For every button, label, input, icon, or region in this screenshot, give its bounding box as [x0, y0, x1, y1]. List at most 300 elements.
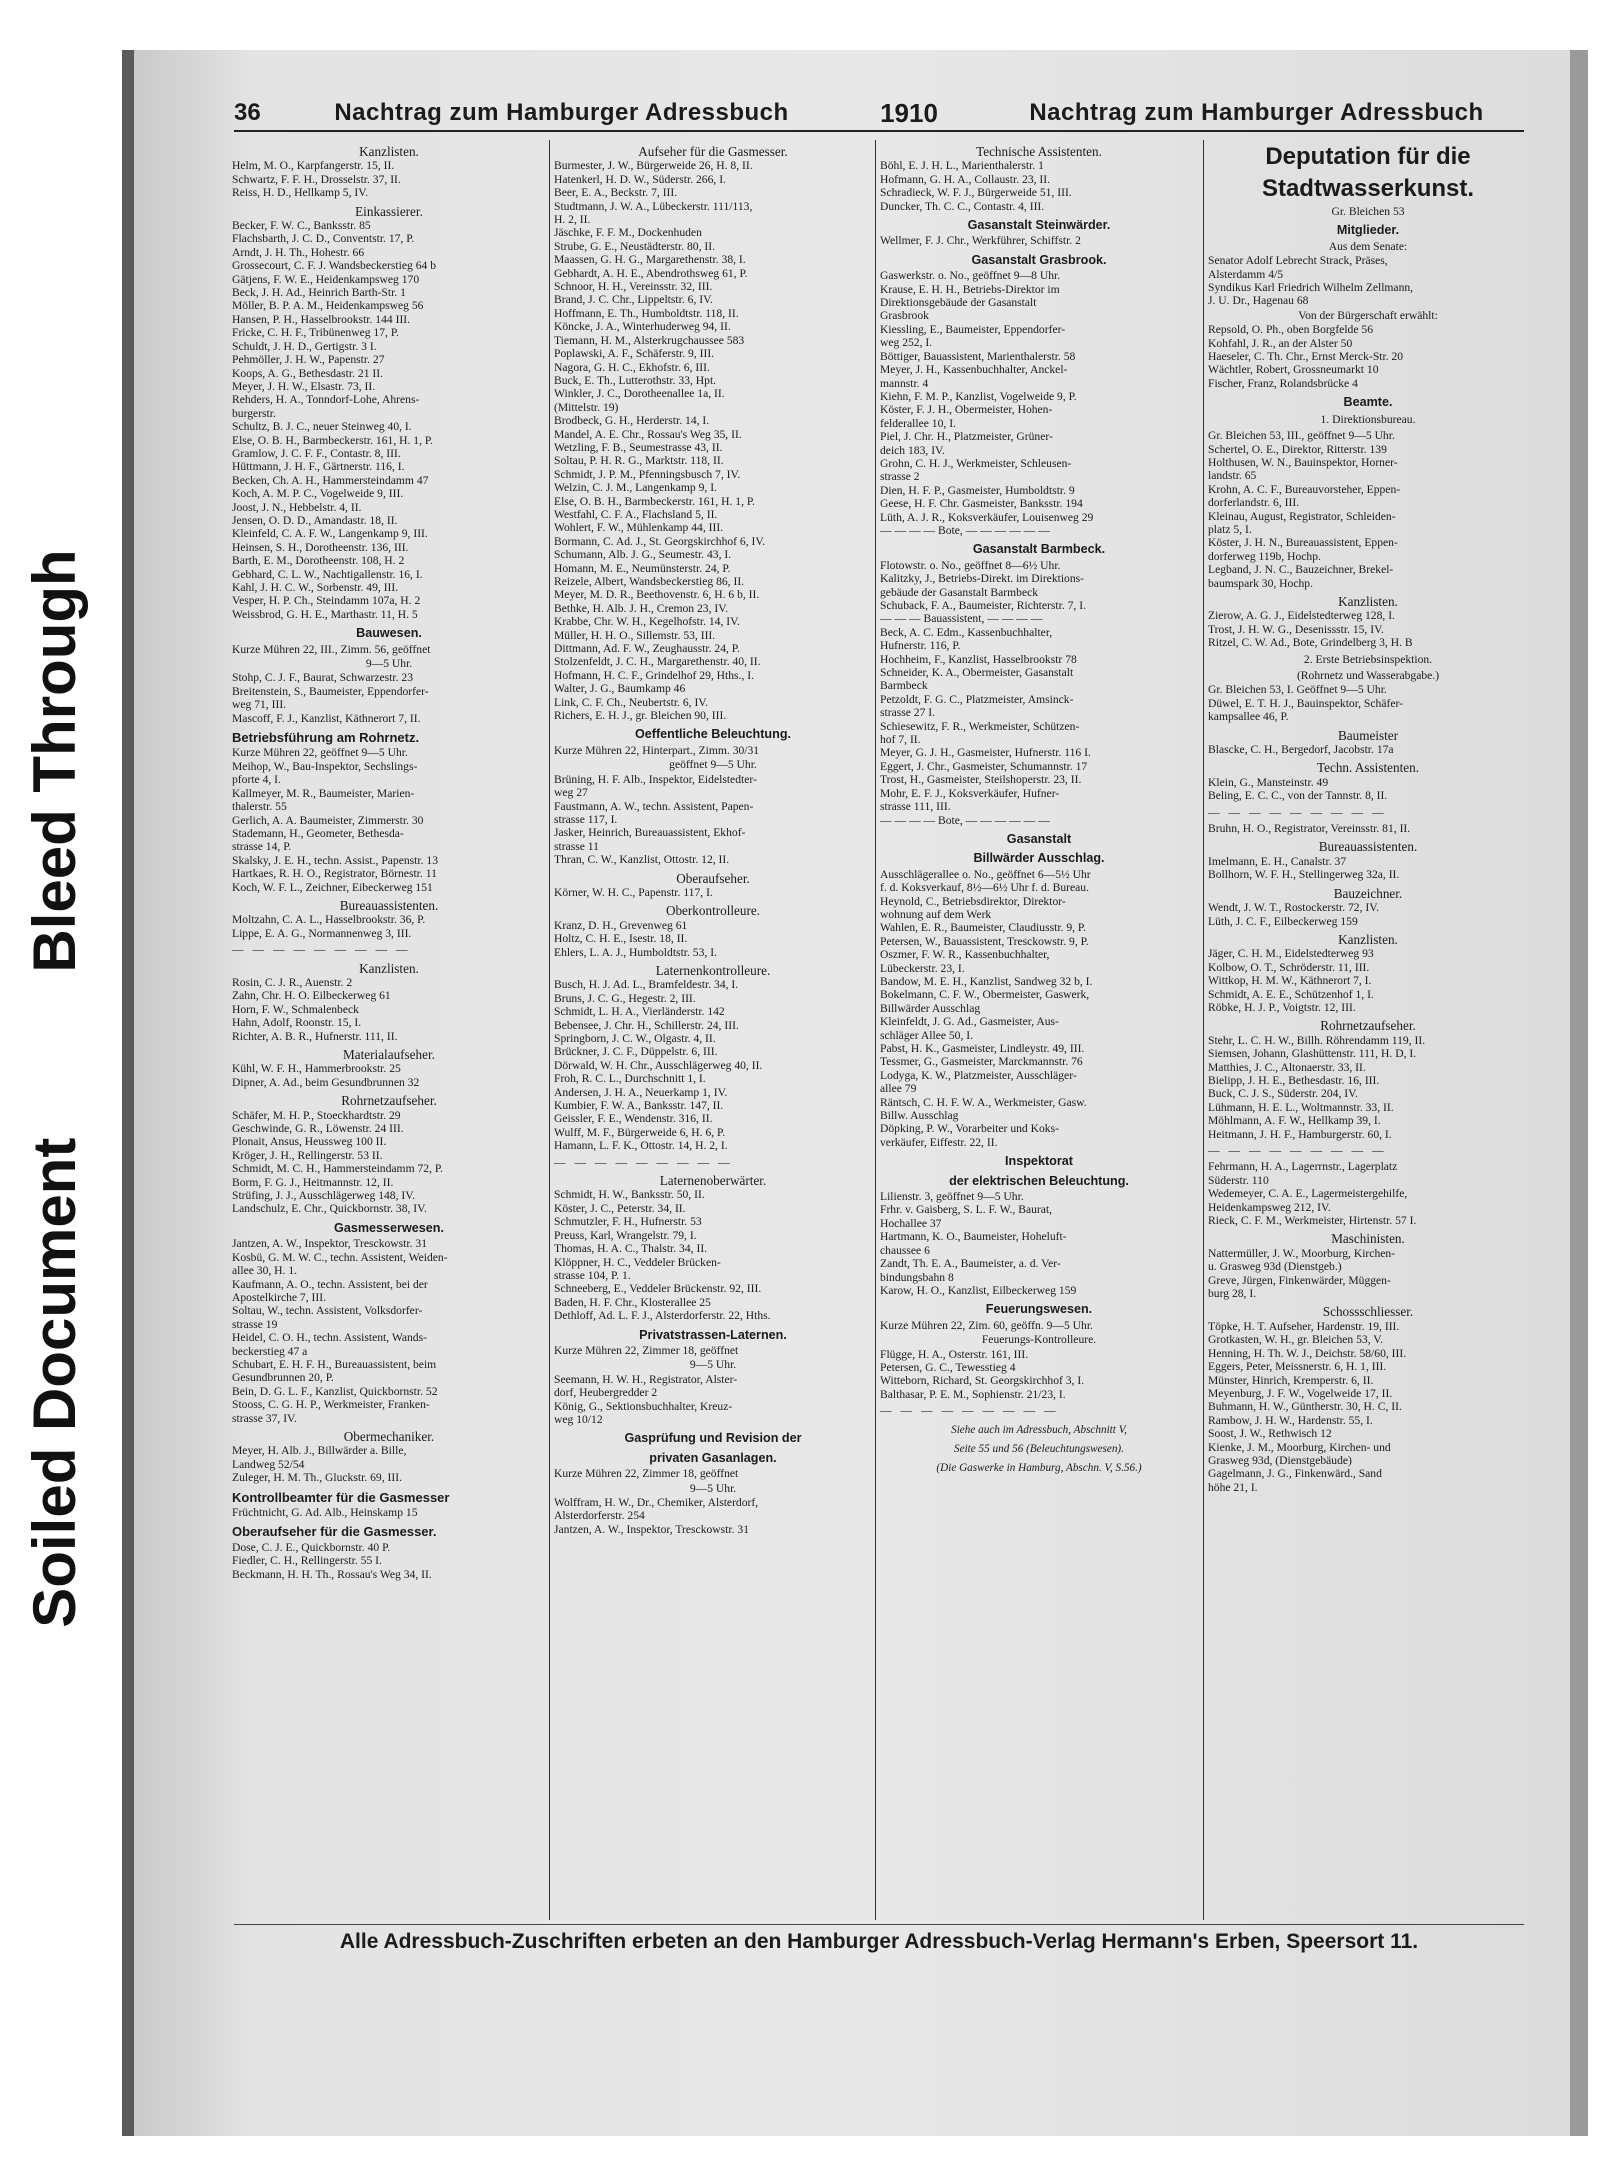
- directory-entry: strasse 14, P.: [232, 840, 292, 854]
- directory-entry: Apostelkirche 7, III.: [232, 1290, 327, 1304]
- column-divider: [549, 140, 550, 1920]
- directory-entry: Körner, W. H. C., Papenstr. 117, I.: [554, 885, 713, 899]
- section-heading-bold: Gasprüfung und Revision der: [624, 1431, 802, 1446]
- directory-entry: Fehrmann, H. A., Lagerrnstr., Lagerplatz: [1208, 1160, 1398, 1174]
- paper-sheet: [134, 50, 1570, 2136]
- directory-entry: beckerstieg 47 a: [232, 1344, 308, 1358]
- directory-entry: Ausschlägerallee o. No., geöffnet 6—5½ Uhr: [880, 867, 1091, 881]
- directory-entry: Balthasar, P. E. M., Sophienstr. 21/23, I.: [880, 1387, 1066, 1401]
- directory-entry: Dörwald, W. H. Chr., Ausschlägerweg 40, II.: [554, 1058, 763, 1072]
- directory-entry: H. 2, II.: [554, 213, 591, 227]
- directory-entry: thalerstr. 55: [232, 800, 287, 814]
- directory-entry: Süderstr. 110: [1208, 1173, 1269, 1187]
- directory-entry: Dethloff, Ad. L. F. J., Alsterdorferstr. 22, Hths.: [554, 1309, 771, 1323]
- directory-columns: [232, 140, 1532, 1920]
- section-heading-bold: Mitglieder.: [1336, 223, 1400, 238]
- directory-entry: Landweg 52/54: [232, 1457, 305, 1471]
- directory-entry: Brodbeck, G. H., Herderstr. 14, I.: [554, 414, 710, 428]
- directory-entry: weg 10/12: [554, 1412, 603, 1426]
- subsection-heading: 1. Direktionsbureau.: [1320, 412, 1416, 426]
- directory-entry: Wahlen, E. R., Baumeister, Claudiusstr. 9, P.: [880, 921, 1086, 935]
- directory-entry: Repsold, O. Ph., oben Borgfelde 56: [1208, 323, 1373, 337]
- directory-entry: platz 5, I.: [1208, 522, 1252, 536]
- directory-entry: Eggert, J. Chr., Gasmeister, Schumannstr. 17: [880, 759, 1088, 773]
- directory-entry: Winkler, J. C., Dorotheenallee 1a, II.: [554, 387, 725, 401]
- directory-entry: Lübeckerstr. 23, I.: [880, 961, 965, 975]
- directory-entry: Möller, B. P. A. M., Heidenkampsweg 56: [232, 299, 424, 313]
- directory-entry: Köncke, J. A., Winterhuderweg 94, II.: [554, 320, 731, 334]
- directory-entry: Schuldt, J. H. D., Gertigstr. 3 I.: [232, 339, 377, 353]
- section-heading-bold: Bauwesen.: [356, 626, 422, 641]
- directory-entry: Kiehn, F. M. P., Kanzlist, Vogelweide 9, P.: [880, 389, 1077, 403]
- directory-entry: Grasweg 93d, (Dienstgebäude): [1208, 1453, 1352, 1467]
- directory-entry: Moltzahn, C. A. L., Hasselbrookstr. 36, P.: [232, 913, 426, 927]
- directory-entry: Soltau, W., techn. Assistent, Volksdorfer-: [232, 1304, 423, 1318]
- directory-entry: Meyenburg, J. F. W., Vogelweide 17, II.: [1208, 1386, 1393, 1400]
- directory-entry: Billw. Ausschlag: [880, 1109, 959, 1123]
- directory-entry: Schnoor, H. H., Vereinsstr. 32, III.: [554, 280, 713, 294]
- directory-entry: Jasker, Heinrich, Bureauassistent, Ekhof-: [554, 826, 746, 840]
- separator-line: — — — — — — — — —: [232, 943, 411, 957]
- directory-entry: Geissler, F. E., Wendenstr. 316, II.: [554, 1112, 713, 1126]
- separator-line: — — — — — — — — —: [1208, 805, 1387, 819]
- section-heading: Aufseher für die Gasmesser.: [638, 144, 788, 159]
- directory-entry: Münster, Hinrich, Kremperstr. 6, II.: [1208, 1373, 1374, 1387]
- directory-entry: Dien, H. F. P., Gasmeister, Humboldtstr. 9: [880, 483, 1075, 497]
- directory-entry: Lühmann, H. E. L., Woltmannstr. 33, II.: [1208, 1100, 1394, 1114]
- section-heading-bold: Gasanstalt Barmbeck.: [972, 542, 1106, 557]
- directory-entry: Kurze Mühren 22, Zimmer 18, geöffnet: [554, 1467, 739, 1481]
- directory-entry: Gagelmann, J. G., Finkenwärd., Sand: [1208, 1467, 1382, 1481]
- section-note: Feuerungs-Kontrolleure.: [981, 1333, 1097, 1347]
- directory-entry: f. d. Koksverkauf, 8½—6½ Uhr f. d. Bureau.: [880, 881, 1089, 895]
- directory-entry: Reizele, Albert, Wandsbeckerstieg 86, II.: [554, 575, 745, 588]
- directory-entry: Klöppner, H. C., Veddeler Brücken-: [554, 1255, 721, 1269]
- directory-entry: Lüth, A. J. R., Koksverkäufer, Louisenweg 29: [880, 510, 1094, 524]
- directory-entry: Hofmann, H. C. F., Grindelhof 29, Hths., I.: [554, 668, 755, 682]
- directory-entry: Grasbrook: [880, 309, 929, 323]
- footnote: Seite 55 und 56 (Beleuchtungswesen).: [954, 1442, 1124, 1455]
- directory-entry: Bruhn, H. O., Registrator, Vereinsstr. 81, II.: [1208, 822, 1411, 836]
- directory-entry: Froh, R. C. L., Durchschnitt 1, I.: [554, 1072, 706, 1086]
- section-heading-bold: Oeffentliche Beleuchtung.: [634, 727, 792, 742]
- directory-entry: Kalitzky, J., Betriebs-Direkt. im Direktions-: [880, 572, 1085, 586]
- directory-entry: Jäger, C. H. M., Eidelstedterweg 93: [1208, 947, 1374, 961]
- directory-entry: Bandow, M. E. H., Kanzlist, Sandweg 32 b, I.: [880, 974, 1093, 988]
- section-note: Gr. Bleichen 53: [1331, 205, 1405, 218]
- directory-entry: Kurze Mühren 22, geöffnet 9—5 Uhr.: [232, 746, 408, 760]
- separator-line: — — — — — — — — —: [880, 1404, 1059, 1418]
- section-heading: Maschinisten.: [1331, 1231, 1405, 1247]
- directory-entry: Bormann, C. Ad. J., St. Georgskirchhof 6, IV.: [554, 534, 766, 548]
- directory-entry: dorf, Heubergredder 2: [554, 1386, 658, 1400]
- directory-entry: deich 183, IV.: [880, 443, 945, 457]
- directory-entry: Vesper, H. P. Ch., Steindamm 107a, H. 2: [232, 594, 421, 608]
- directory-entry: Becker, F. W. C., Banksstr. 85: [232, 219, 371, 233]
- directory-entry: Schmidt, H. W., Banksstr. 50, II.: [554, 1188, 705, 1202]
- directory-entry: burgerstr.: [232, 406, 276, 420]
- directory-entry: Beckmann, H. H. Th., Rossau's Weg 34, II.: [232, 1567, 432, 1581]
- directory-entry: Stolzenfeldt, J. C. H., Margarethenstr. 40, II.: [554, 655, 761, 669]
- directory-entry: Schneeberg, E., Veddeler Brückenstr. 92, III.: [554, 1282, 762, 1296]
- directory-entry: Buhmann, H. W., Güntherstr. 30, H. C, II.: [1208, 1400, 1402, 1414]
- directory-entry: Soltau, P. H. R. G., Marktstr. 118, II.: [554, 454, 724, 468]
- directory-entry: — — — Bauassistent, — — — —: [880, 612, 1043, 626]
- directory-entry: Kleinfeld, C. A. F. W., Langenkamp 9, III.: [232, 527, 428, 541]
- directory-entry: Helm, M. O., Karpfangerstr. 15, II.: [232, 159, 395, 173]
- directory-entry: Kurze Mühren 22, Zimmer 18, geöffnet: [554, 1343, 739, 1357]
- directory-entry: Bollhorn, W. F. H., Stellingerweg 32a, II.: [1208, 868, 1400, 882]
- directory-entry: Müller, H. H. O., Sillemstr. 53, III.: [554, 628, 716, 642]
- directory-entry: allee 79: [880, 1082, 917, 1096]
- directory-entry: Piel, J. Chr. H., Platzmeister, Grüner-: [880, 430, 1053, 444]
- directory-entry: Kaufmann, A. O., techn. Assistent, bei der: [232, 1277, 428, 1291]
- directory-entry: Richter, A. B. R., Hufnerstr. 111, II.: [232, 1029, 398, 1043]
- directory-entry: Wohlert, F. W., Mühlenkamp 44, III.: [554, 521, 724, 535]
- directory-entry: strasse 2: [880, 470, 920, 484]
- directory-entry: Arndt, J. H. Th., Hohestr. 66: [232, 245, 365, 259]
- directory-entry: Brand, J. C. Chr., Lippeltstr. 6, IV.: [554, 293, 713, 307]
- directory-entry: strasse 117, I.: [554, 812, 618, 826]
- section-heading-left: Betriebsführung am Rohrnetz.: [232, 730, 420, 746]
- directory-entry: — — — — Bote, — — — — — —: [880, 813, 1050, 827]
- directory-entry: Klein, G., Mansteinstr. 49: [1208, 775, 1329, 789]
- directory-entry: Schwartz, F. F. H., Drosselstr. 37, II.: [232, 172, 401, 186]
- directory-entry: gebäude der Gasanstalt Barmbeck: [880, 585, 1039, 599]
- section-heading: Einkassierer.: [355, 203, 423, 219]
- directory-entry: Mascoff, F. J., Kanzlist, Käthnerort 7, II.: [232, 711, 421, 725]
- directory-entry: Heitmann, J. H. F., Hamburgerstr. 60, I.: [1208, 1127, 1392, 1141]
- directory-entry: (Mittelstr. 19): [554, 400, 619, 414]
- directory-entry: Gramlow, J. C. F. F., Contastr. 8, III.: [232, 446, 401, 460]
- department-title: Deputation für die: [1265, 143, 1471, 170]
- directory-entry: Hüttmann, J. H. F., Gärtnerstr. 116, I.: [232, 460, 405, 474]
- directory-entry: Kröger, J. H., Rellingerstr. 53 II.: [232, 1148, 383, 1162]
- directory-entry: Bethke, H. Alb. J. H., Cremon 23, IV.: [554, 601, 729, 615]
- directory-entry: Jantzen, A. W., Inspektor, Tresckowstr. 31: [554, 1522, 750, 1536]
- directory-entry: Duncker, Th. C. C., Contastr. 4, III.: [880, 199, 1045, 213]
- subsection-heading: 2. Erste Betriebsinspektion.: [1303, 652, 1433, 666]
- directory-entry: Beck, J. H. Ad., Heinrich Barth-Str. 1: [232, 286, 406, 300]
- directory-entry: Wetzling, F. B., Seumestrasse 43, II.: [554, 440, 723, 454]
- directory-entry: Beck, A. C. Edm., Kassenbuchhalter,: [880, 625, 1053, 639]
- directory-entry: Röbke, H. J. P., Voigtstr. 12, III.: [1208, 1000, 1356, 1014]
- directory-entry: strasse 19: [232, 1317, 278, 1331]
- directory-entry: schläger Allee 50, I.: [880, 1028, 974, 1042]
- section-heading: Materialaufseher.: [343, 1047, 435, 1062]
- directory-entry: Studtmann, J. W. A., Lübeckerstr. 111/113,: [554, 199, 753, 213]
- section-heading: Kanzlisten.: [359, 960, 419, 976]
- directory-entry: Heynold, C., Betriebsdirektor, Direktor-: [880, 894, 1066, 908]
- directory-entry: Barth, E. M., Dorotheenstr. 108, H. 2: [232, 554, 405, 568]
- directory-entry: Horn, F. W., Schmalenbeck: [232, 1002, 359, 1016]
- section-heading-bold: Gasmesserwesen.: [334, 1220, 444, 1235]
- directory-entry: Hoffmann, E. Th., Humboldtstr. 118, II.: [554, 306, 739, 320]
- directory-entry: Schuback, F. A., Baumeister, Richterstr. 7, I.: [880, 599, 1086, 612]
- directory-entry: Andersen, J. H. A., Neuerkamp 1, IV.: [554, 1085, 728, 1099]
- directory-entry: Pabst, H. K., Gasmeister, Lindleystr. 49, III.: [880, 1042, 1085, 1055]
- directory-entry: Plonait, Ansus, Heussweg 100 II.: [232, 1135, 387, 1149]
- directory-entry: Frhr. v. Gaisberg, S. L. F. W., Baurat,: [880, 1203, 1053, 1217]
- directory-entry: Holthusen, W. N., Bauinspektor, Horner-: [1208, 455, 1398, 469]
- section-heading: Rohrnetzaufseher.: [1320, 1018, 1416, 1034]
- directory-entry: Becken, Ch. A. H., Hammersteindamm 47: [232, 473, 429, 487]
- directory-entry: Schiesewitz, F. R., Werkmeister, Schützen-: [880, 719, 1080, 733]
- directory-entry: Petzoldt, F. G. C., Platzmeister, Amsinck-: [880, 692, 1074, 706]
- directory-entry: Grotkasten, W. H., gr. Bleichen 53, V.: [1208, 1333, 1384, 1347]
- section-heading: Technische Assistenten.: [976, 144, 1102, 159]
- directory-entry: Pehmöller, J. H. W., Papenstr. 27: [232, 353, 385, 367]
- footnote: Siehe auch im Adressbuch, Abschnitt V,: [951, 1423, 1127, 1436]
- directory-entry: Legband, J. N. C., Bauzeichner, Brekel-: [1208, 563, 1394, 577]
- section-heading: Obermechaniker.: [343, 1428, 435, 1444]
- section-heading-bold: Inspektorat: [1005, 1154, 1073, 1169]
- directory-entry: Kühl, W. F. H., Hammerbrookstr. 25: [232, 1062, 401, 1076]
- directory-entry: Koch, W. F. L., Zeichner, Eibeckerweg 151: [232, 880, 433, 894]
- directory-entry: Wendt, J. W. T., Rostockerstr. 72, IV.: [1208, 901, 1380, 915]
- directory-entry: Imelmann, E. H., Canalstr. 37: [1208, 854, 1347, 868]
- directory-entry: chaussee 6: [880, 1243, 930, 1257]
- footer-notice: Alle Adressbuch-Zuschriften erbeten an den Hamburger Adressbuch-Verlag Hermann's Erben, Speersort 11.: [234, 1924, 1524, 1959]
- directory-entry: Direktionsgebäude der Gasanstalt: [880, 296, 1037, 310]
- directory-entry: Grossecourt, C. F. J. Wandsbeckerstieg 64 b: [232, 259, 437, 273]
- section-note: 9—5 Uhr.: [689, 1481, 737, 1495]
- directory-entry: Köster, J. H. N., Bureauassistent, Eppen-: [1208, 536, 1398, 550]
- directory-entry: Senator Adolf Lebrecht Strack, Präses,: [1208, 254, 1388, 268]
- directory-entry: Zierow, A. G. J., Eidelstedterweg 128, I.: [1208, 609, 1395, 623]
- column-2: [554, 140, 872, 1536]
- column-divider: [1203, 140, 1204, 1920]
- section-heading-bold: der elektrischen Beleuchtung.: [949, 1173, 1129, 1188]
- directory-entry: Zuleger, H. M. Th., Gluckstr. 69, III.: [232, 1471, 402, 1485]
- directory-entry: Kurze Mühren 22, Hinterpart., Zimm. 30/31: [554, 743, 760, 757]
- directory-entry: Schertel, O. E., Direktor, Ritterstr. 139: [1208, 442, 1387, 456]
- directory-entry: Gebhard, C. L. W., Nachtigallenstr. 16, I.: [232, 567, 423, 581]
- directory-entry: Schultz, B. J. C., neuer Steinweg 40, I.: [232, 420, 412, 434]
- section-note: 9—5 Uhr.: [365, 657, 413, 671]
- directory-entry: Heinsen, S. H., Dorotheenstr. 136, III.: [232, 540, 409, 554]
- scan-binding-edge: [122, 50, 134, 2136]
- directory-entry: Jantzen, A. W., Inspektor, Tresckowstr. 31: [232, 1237, 428, 1251]
- directory-entry: Richers, E. H. J., gr. Bleichen 90, III.: [554, 709, 727, 723]
- directory-entry: Kohfahl, J. R., an der Alster 50: [1208, 336, 1353, 350]
- directory-entry: Petersen, W., Bauassistent, Tresckowstr. 9, P.: [880, 934, 1089, 948]
- directory-entry: Schmidt, A. E. E., Schützenhof 1, I.: [1208, 987, 1374, 1001]
- directory-entry: Burmester, J. W., Bürgerweide 26, H. 8, II.: [554, 159, 753, 173]
- directory-entry: Ritzel, C. W. Ad., Bote, Grindelberg 3, H. B: [1208, 636, 1413, 650]
- directory-entry: strasse 27 I.: [880, 706, 936, 720]
- directory-entry: Gebhardt, A. H. E., Abendrothsweg 61, P.: [554, 266, 748, 280]
- directory-entry: Meyer, H. Alb. J., Billwärder a. Bille,: [232, 1444, 407, 1458]
- directory-entry: Stehr, L. C. H. W., Billh. Röhrendamm 119, II.: [1208, 1033, 1426, 1047]
- directory-entry: Link, C. F. Ch., Neubertstr. 6, IV.: [554, 695, 709, 709]
- directory-entry: Dipner, A. Ad., beim Gesundbrunnen 32: [232, 1075, 420, 1089]
- directory-entry: Weissbrod, G. H. E., Marthastr. 11, H. 5: [232, 607, 418, 621]
- section-heading: Oberkontrolleure.: [665, 903, 761, 919]
- directory-entry: Walter, J. G., Baumkamp 46: [554, 682, 686, 696]
- section-note: 9—5 Uhr.: [689, 1358, 737, 1372]
- footnote: (Die Gaswerke in Hamburg, Abschn. V, S.56.): [936, 1462, 1142, 1475]
- directory-entry: Meihop, W., Bau-Inspektor, Sechslings-: [232, 759, 418, 773]
- directory-entry: Homann, M. E., Neumünsterstr. 24, P.: [554, 561, 731, 575]
- directory-entry: Möhlmann, A. F. W., Hellkamp 39, I.: [1208, 1114, 1381, 1128]
- directory-entry: Schmidt, J. P. M., Pfenningsbusch 7, IV.: [554, 467, 741, 481]
- header-title-right: Nachtrag zum Hamburger Adressbuch: [1029, 99, 1484, 126]
- section-heading-left: Oberaufseher für die Gasmesser.: [232, 1524, 437, 1540]
- section-note: Aus dem Senate:: [1328, 239, 1408, 253]
- directory-entry: Gesundbrunnen 20, P.: [232, 1371, 334, 1385]
- side-stamp-labels: [18, 0, 92, 2177]
- directory-entry: Kiessling, E., Baumeister, Eppendorfer-: [880, 322, 1066, 336]
- directory-entry: Hansen, P. H., Hasselbrookstr. 144 III.: [232, 312, 411, 326]
- directory-entry: strasse 111, III.: [880, 800, 951, 814]
- directory-entry: Jäschke, F. F. M., Dockenhuden: [554, 226, 702, 240]
- section-heading: Rohrnetzaufseher.: [341, 1093, 437, 1109]
- directory-entry: wohnung auf dem Werk: [880, 907, 992, 921]
- section-heading: Kanzlisten.: [1338, 593, 1398, 609]
- column-3: [880, 140, 1198, 1476]
- soiled-document-label: Soiled Document: [21, 1137, 88, 1628]
- directory-entry: Dittmann, Ad. F. W., Zeughausstr. 24, P.: [554, 642, 740, 656]
- directory-entry: Rehders, H. A., Tonndorf-Lohe, Ahrens-: [232, 393, 420, 407]
- section-note: Von der Bürgerschaft erwählt:: [1298, 308, 1438, 322]
- section-heading: Oberaufseher.: [676, 870, 750, 886]
- directory-entry: Kleinau, August, Registrator, Schleiden-: [1208, 509, 1396, 523]
- directory-entry: Kranz, D. H., Grevenweg 61: [554, 918, 688, 932]
- directory-entry: Düwel, E. T. H. J., Bauinspektor, Schäfer-: [1208, 696, 1403, 710]
- section-note: geöffnet 9—5 Uhr.: [669, 758, 757, 772]
- directory-entry: dorferweg 119b, Hochp.: [1208, 549, 1321, 563]
- directory-entry: Ehlers, L. A. J., Humboldtstr. 53, I.: [554, 945, 717, 959]
- section-heading: Bauzeichner.: [1333, 885, 1403, 901]
- directory-entry: Krause, E. H. H., Betriebs-Direktor im: [880, 282, 1060, 296]
- directory-entry: Bielipp, J. H. E., Bethesdastr. 16, III.: [1208, 1073, 1380, 1087]
- directory-entry: Gerlich, A. A. Baumeister, Zimmerstr. 30: [232, 813, 424, 827]
- directory-entry: Lilienstr. 3, geöffnet 9—5 Uhr.: [880, 1190, 1024, 1204]
- directory-entry: Poplawski, A. F., Schäferstr. 9, III.: [554, 347, 715, 361]
- directory-entry: Meyer, J. H., Kassenbuchhalter, Anckel-: [880, 363, 1068, 377]
- section-heading: Techn. Assistenten.: [1317, 760, 1419, 776]
- directory-entry: Westfahl, C. F. A., Flachsland 5, II.: [554, 507, 718, 521]
- directory-entry: Greve, Jürgen, Finkenwärder, Müggen-: [1208, 1273, 1391, 1287]
- directory-entry: Blascke, C. H., Bergedorf, Jacobstr. 17a: [1208, 743, 1394, 757]
- directory-entry: Schäfer, M. H. P., Stoeckhardtstr. 29: [232, 1108, 401, 1122]
- directory-entry: Hartmann, K. O., Baumeister, Hoheluft-: [880, 1230, 1067, 1244]
- section-heading: Kanzlisten.: [1338, 931, 1398, 947]
- directory-entry: Soost, J. W., Rethwisch 12: [1208, 1427, 1332, 1441]
- directory-entry: Meyer, J. H. W., Elsastr. 73, II.: [232, 379, 376, 393]
- directory-entry: Henning, H. Th. W. J., Deichstr. 58/60, III.: [1208, 1346, 1407, 1360]
- directory-entry: Töpke, H. T. Aufseher, Hardenstr. 19, III.: [1208, 1319, 1400, 1333]
- directory-entry: Köster, F. J. H., Obermeister, Hohen-: [880, 403, 1053, 417]
- directory-entry: Witteborn, Richard, St. Georgskirchhof 3, I.: [880, 1374, 1085, 1388]
- directory-entry: Barmbeck: [880, 679, 928, 693]
- directory-entry: Schumann, Alb. J. G., Seumestr. 43, I.: [554, 548, 732, 562]
- directory-entry: Schmutzler, F. H., Hufnerstr. 53: [554, 1215, 702, 1229]
- directory-entry: Wolffram, H. W., Dr., Chemiker, Alsterdorf,: [554, 1496, 759, 1509]
- directory-entry: Bein, D. G. L. F., Kanzlist, Quickbornstr. 52: [232, 1384, 438, 1398]
- directory-entry: Schradieck, W. F. J., Bürgerweide 51, III.: [880, 186, 1072, 200]
- section-heading-bold: Privatstrassen-Laternen.: [639, 1327, 787, 1342]
- directory-entry: Grohn, C. H. J., Werkmeister, Schleusen-: [880, 456, 1072, 470]
- directory-entry: dorferlandstr. 6, III.: [1208, 496, 1300, 510]
- directory-entry: Früchtnicht, G. Ad. Alb., Heinskamp 15: [232, 1506, 418, 1519]
- directory-entry: Stooss, C. G. H. P., Werkmeister, Franken-: [232, 1398, 430, 1412]
- separator-line: — — — — — — — — —: [554, 1155, 733, 1169]
- directory-entry: J. U. Dr., Hagenau 68: [1208, 294, 1309, 308]
- directory-entry: Busch, H. J. Ad. L., Bramfeldestr. 34, I.: [554, 978, 739, 992]
- directory-entry: Maassen, G. H. G., Margarethenstr. 38, I.: [554, 253, 746, 267]
- directory-entry: Rosin, C. J. R., Auenstr. 2: [232, 975, 353, 989]
- directory-entry: Gätjens, F. W. E., Heidenkampsweg 170: [232, 272, 420, 286]
- directory-entry: Hahn, Adolf, Roonstr. 15, I.: [232, 1016, 362, 1030]
- directory-entry: Oszmer, F. W. R., Kassenbuchhalter,: [880, 948, 1050, 962]
- directory-entry: Borm, F. G. J., Heitmannstr. 12, II.: [232, 1175, 394, 1189]
- directory-entry: Else, O. B. H., Barmbeckerstr. 161, H. 1, P.: [554, 494, 755, 508]
- directory-entry: Gr. Bleichen 53, III., geöffnet 9—5 Uhr.: [1208, 429, 1395, 443]
- directory-entry: Reiss, H. D., Hellkamp 5, IV.: [232, 186, 369, 200]
- directory-entry: Hartkaes, R. H. O., Registrator, Börnestr. 11: [232, 867, 437, 881]
- directory-entry: strasse 104, P. 1.: [554, 1268, 631, 1282]
- directory-entry: Fricke, C. H. F., Tribünenweg 17, P.: [232, 326, 399, 340]
- directory-entry: Siemsen, Johann, Glashüttenstr. 111, H. D, I.: [1208, 1047, 1417, 1061]
- section-heading-bold: Billwärder Ausschlag.: [973, 851, 1105, 866]
- directory-entry: Lippe, E. A. G., Normannenweg 3, III.: [232, 926, 412, 940]
- column-1: [232, 140, 546, 1581]
- directory-entry: Tessmer, G., Gasmeister, Marckmannstr. 76: [880, 1055, 1083, 1069]
- directory-entry: Kienke, J. M., Moorburg, Kirchen- und: [1208, 1440, 1391, 1454]
- directory-entry: Hochheim, F., Kanzlist, Hasselbrookstr 78: [880, 652, 1077, 666]
- directory-entry: strasse 11: [554, 839, 599, 853]
- directory-entry: Krohn, A. C. F., Bureauvorsteher, Eppen-: [1208, 482, 1401, 496]
- directory-entry: Schubart, E. H. F. H., Bureauassistent, beim: [232, 1357, 437, 1371]
- section-heading: Bureauassistenten.: [339, 897, 439, 913]
- bleed-through-label: Bleed Through: [21, 549, 88, 973]
- directory-entry: Hatenkerl, H. D. W., Süderstr. 266, I.: [554, 172, 726, 186]
- directory-entry: allee 30, H. 1.: [232, 1264, 298, 1278]
- section-heading-bold: Gasanstalt Grasbrook.: [971, 252, 1107, 267]
- directory-entry: Böttiger, Bauassistent, Marienthalerstr. 58: [880, 349, 1076, 363]
- directory-entry: Schneider, K. A., Obermeister, Gasanstalt: [880, 666, 1074, 680]
- directory-entry: Brüning, H. F. Alb., Inspektor, Eidelstedter-: [554, 772, 757, 786]
- directory-entry: Schmidt, M. C. H., Hammersteindamm 72, P.: [232, 1162, 443, 1176]
- section-heading: Schossschliesser.: [1322, 1304, 1414, 1320]
- directory-entry: Alsterdamm 4/5: [1208, 267, 1284, 281]
- header-title-left: Nachtrag zum Hamburger Adressbuch: [334, 99, 789, 126]
- directory-entry: Hufnerstr. 116, P.: [880, 639, 961, 653]
- directory-entry: Dose, C. J. E., Quickbornstr. 40 P.: [232, 1540, 391, 1554]
- directory-entry: Heidel, C. O. H., techn. Assistent, Wands-: [232, 1331, 427, 1345]
- directory-entry: Fiedler, C. H., Rellingerstr. 55 I.: [232, 1554, 382, 1568]
- column-divider: [875, 140, 876, 1920]
- section-heading-bold: Beamte.: [1343, 395, 1393, 410]
- directory-entry: Brückner, J. C. F., Düppelstr. 6, III.: [554, 1045, 718, 1059]
- directory-entry: strasse 37, IV.: [232, 1411, 297, 1425]
- directory-entry: Trost, J. H. W. G., Desenissstr. 15, IV.: [1208, 622, 1384, 636]
- directory-entry: Flachsbarth, J. C. D., Conventstr. 17, P.: [232, 232, 415, 246]
- directory-entry: Kallmeyer, M. R., Baumeister, Marien-: [232, 786, 415, 800]
- directory-entry: — — — — Bote, — — — — — —: [880, 523, 1050, 537]
- directory-entry: Alsterdorferstr. 254: [554, 1509, 645, 1523]
- section-heading: Kanzlisten.: [359, 144, 419, 159]
- directory-entry: Strube, G. E., Neustädterstr. 80, II.: [554, 239, 715, 253]
- directory-entry: Preuss, Karl, Wrangelstr. 79, I.: [554, 1228, 697, 1242]
- directory-entry: Eggers, Peter, Meissnerstr. 6, H. 1, III.: [1208, 1360, 1387, 1374]
- directory-entry: Hochallee 37: [880, 1216, 942, 1230]
- running-header: [234, 96, 1524, 132]
- directory-entry: Räntsch, C. H. F. W. A., Werkmeister, Gasw.: [880, 1095, 1087, 1109]
- directory-entry: Baden, H. F. Chr., Klosterallee 25: [554, 1295, 711, 1309]
